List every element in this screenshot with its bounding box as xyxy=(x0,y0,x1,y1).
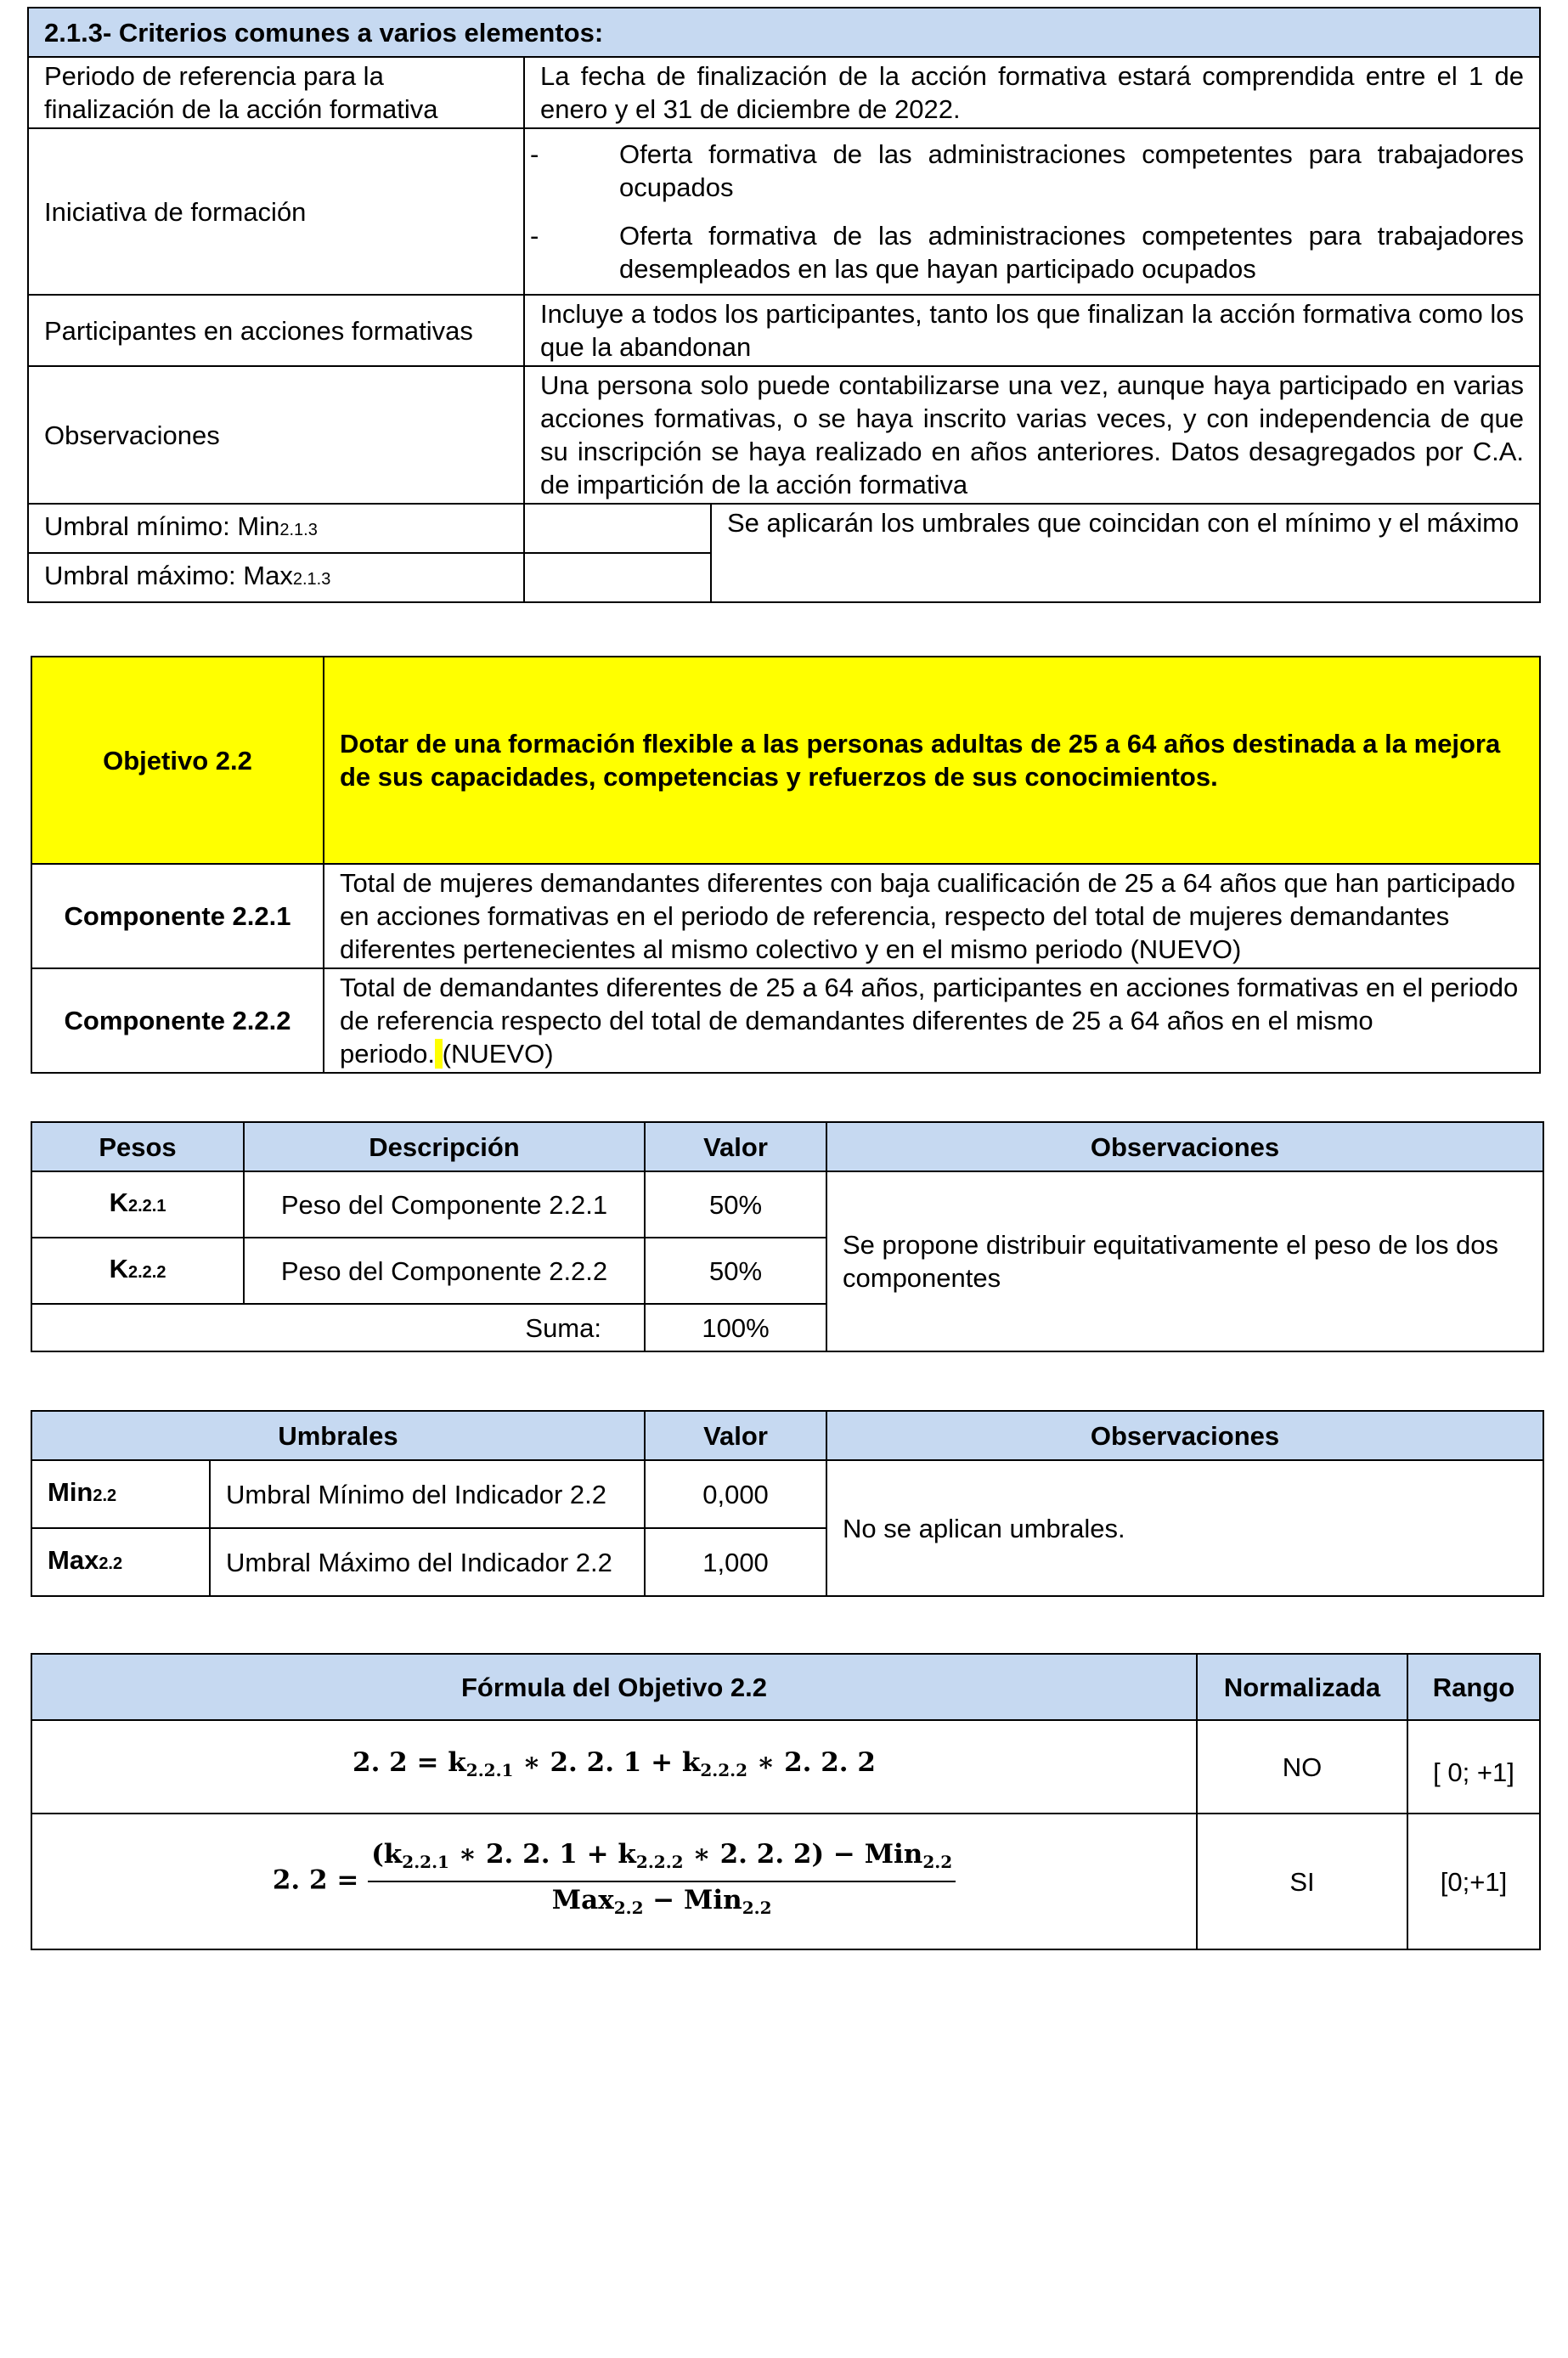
objetivo-table xyxy=(31,656,1541,1074)
list-item: - Oferta formativa de las administraciones competentes para trabajadores ocupados xyxy=(530,139,1525,202)
participantes-label: Participantes en acciones formativas xyxy=(28,295,524,366)
observaciones-header: Observaciones xyxy=(826,1411,1543,1460)
normalizada-value: NO xyxy=(1197,1720,1407,1814)
peso-key: K2.2.1 xyxy=(31,1171,244,1238)
componente-1-label: Componente 2.2.1 xyxy=(31,864,324,968)
valor-header: Valor xyxy=(645,1411,826,1460)
formula-normalized: 2. 2 = $\frac{\text{(k2.2.1 ∗ 2. 2. 1 + k2.2.2 ∗ 2. 2. 2) − Min2.2}}{\text{Max2.2 − Min2.2}}$ xyxy=(31,1814,1197,1949)
section-title: 2.1.3- Criterios comunes a varios elementos: xyxy=(28,8,1540,57)
componente-2-label: Componente 2.2.2 xyxy=(31,968,324,1073)
formula-simple: 2. 2 = k2.2.1 ∗ 2. 2. 1 + k2.2.2 ∗ 2. 2. 2 xyxy=(31,1720,1197,1814)
fraction-numerator: (k2.2.1 ∗ 2. 2. 1 + k2.2.2 ∗ 2. 2. 2) − Min2.2 xyxy=(368,1838,956,1882)
umbral-desc: Umbral Mínimo del Indicador 2.2 xyxy=(210,1460,645,1528)
umbral-min-label: Umbral mínimo: Min2.1.3 xyxy=(28,504,524,553)
observaciones-label: Observaciones xyxy=(28,366,524,504)
list-item: - Oferta formativa de las administraciones competentes para trabajadores desempleados en las que hayan participado ocupados xyxy=(530,221,1525,284)
umbral-key: Max2.2 xyxy=(31,1528,210,1596)
umbral-max-value xyxy=(524,553,711,602)
peso-valor: 50% xyxy=(645,1171,826,1238)
participantes-value: Incluye a todos los participantes, tanto los que finalizan la acción formativa como los que la abandonan xyxy=(524,295,1540,366)
suma-label: Suma: xyxy=(31,1304,645,1351)
periodo-value: La fecha de finalización de la acción formativa estará comprendida entre el 1 de enero y el 31 de diciembre de 2022. xyxy=(524,57,1540,128)
normalizada-header: Normalizada xyxy=(1197,1654,1407,1720)
periodo-label: Periodo de referencia para la finalización de la acción formativa xyxy=(28,57,524,128)
formula-table xyxy=(31,1653,1541,1950)
rango-value: [0;+1] xyxy=(1407,1814,1540,1949)
objetivo-label: Objetivo 2.2 xyxy=(31,657,324,864)
list-dash: - xyxy=(530,139,539,169)
peso-desc: Peso del Componente 2.2.2 xyxy=(244,1238,645,1304)
descripcion-header: Descripción xyxy=(244,1122,645,1171)
formula-header: Fórmula del Objetivo 2.2 xyxy=(31,1654,1197,1720)
normalizada-value: SI xyxy=(1197,1814,1407,1949)
pesos-header: Pesos xyxy=(31,1122,244,1171)
umbral-note: Se aplicarán los umbrales que coincidan con el mínimo y el máximo xyxy=(711,504,1540,602)
umbral-valor: 1,000 xyxy=(645,1528,826,1596)
umbrales-header: Umbrales xyxy=(31,1411,645,1460)
criterios-table xyxy=(27,7,1541,603)
pesos-table xyxy=(31,1121,1544,1352)
umbrales-table xyxy=(31,1410,1544,1597)
umbral-max-label: Umbral máximo: Max2.1.3 xyxy=(28,553,524,602)
rango-header: Rango xyxy=(1407,1654,1540,1720)
pesos-observaciones: Se propone distribuir equitativamente el peso de los dos componentes xyxy=(826,1171,1543,1351)
peso-key: K2.2.2 xyxy=(31,1238,244,1304)
valor-header: Valor xyxy=(645,1122,826,1171)
list-dash: - xyxy=(530,221,539,251)
rango-value: [ 0; +1] xyxy=(1407,1720,1540,1814)
iniciativa-label: Iniciativa de formación xyxy=(28,128,524,295)
peso-desc: Peso del Componente 2.2.1 xyxy=(244,1171,645,1238)
umbral-key: Min2.2 xyxy=(31,1460,210,1528)
umbral-valor: 0,000 xyxy=(645,1460,826,1528)
table-row xyxy=(31,1460,1543,1528)
iniciativa-list xyxy=(524,128,1540,295)
formula-fraction xyxy=(368,1838,956,1925)
observaciones-header: Observaciones xyxy=(826,1122,1543,1171)
fraction-denominator: Max2.2 − Min2.2 xyxy=(551,1885,772,1918)
componente-2-text: Total de demandantes diferentes de 25 a 64 años, participantes en acciones formativas en el periodo de referencia respecto del total de demandantes diferentes de 25 a 64 años en el mismo periodo. (NUEVO) xyxy=(324,968,1540,1073)
suma-valor: 100% xyxy=(645,1304,826,1351)
umbrales-observaciones: No se aplican umbrales. xyxy=(826,1460,1543,1596)
observaciones-value: Una persona solo puede contabilizarse una vez, aunque haya participado en varias acciones formativas, o se haya inscrito varias veces, y con independencia de que su inscripción se haya realizado en años anteriores. Datos desagregados por C.A. de impartición de la acción formativa xyxy=(524,366,1540,504)
peso-valor: 50% xyxy=(645,1238,826,1304)
formula-row xyxy=(31,1814,1540,1949)
componente-1-text: Total de mujeres demandantes diferentes con baja cualificación de 25 a 64 años que han participado en acciones formativas en el periodo de referencia, respecto del total de mujeres demandantes diferentes pertenecientes al mismo colectivo y en el mismo periodo (NUEVO) xyxy=(324,864,1540,968)
table-row xyxy=(31,1171,1543,1238)
formula-row xyxy=(31,1720,1540,1814)
umbral-desc: Umbral Máximo del Indicador 2.2 xyxy=(210,1528,645,1596)
objetivo-text: Dotar de una formación flexible a las personas adultas de 25 a 64 años destinada a la mejora de sus capacidades, competencias y refuerzos de sus conocimientos. xyxy=(324,657,1540,864)
umbral-min-value xyxy=(524,504,711,553)
